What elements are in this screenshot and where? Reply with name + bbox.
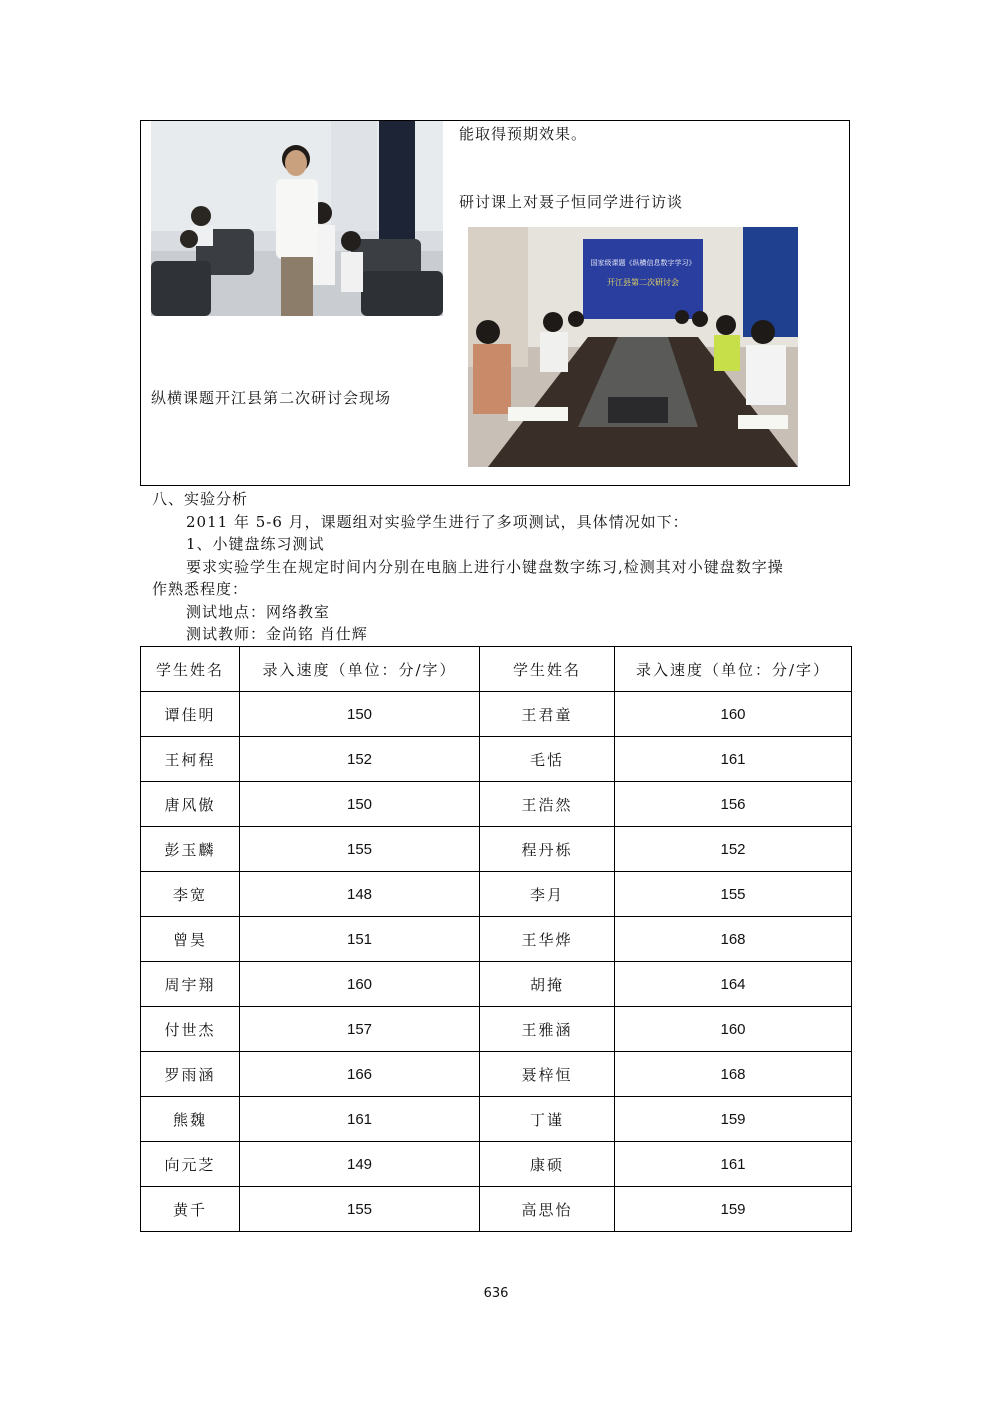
- table-row: [141, 782, 852, 827]
- subsection-title: 1、小键盘练习测试: [186, 535, 325, 553]
- student-name: 向元芝: [141, 1142, 240, 1187]
- typing-speed: 150: [240, 692, 480, 737]
- table-row: [141, 917, 852, 962]
- typing-speed: 150: [240, 782, 480, 827]
- typing-speed: 160: [615, 692, 852, 737]
- typing-speed: 161: [240, 1097, 480, 1142]
- student-name: 王雅涵: [480, 1007, 615, 1052]
- header-speed-1: 录入速度（单位：分/字）: [240, 647, 480, 692]
- typing-speed: 155: [240, 827, 480, 872]
- typing-speed: 161: [615, 1142, 852, 1187]
- student-name: 熊魏: [141, 1097, 240, 1142]
- table-row: [141, 872, 852, 917]
- typing-speed: 168: [615, 1052, 852, 1097]
- student-name: 黄千: [141, 1187, 240, 1232]
- table-row: [141, 737, 852, 782]
- caption-interview: 研讨课上对聂子恒同学进行访谈: [459, 193, 684, 211]
- paragraph-requirement: 要求实验学生在规定时间内分别在电脑上进行小键盘数字练习,检测其对小键盘数字操: [186, 558, 784, 576]
- typing-speed: 152: [240, 737, 480, 782]
- table-row: [141, 1097, 852, 1142]
- svg-text:国家级课题《纵横信息数字学习》: 国家级课题《纵横信息数字学习》: [590, 259, 696, 267]
- section-title: 八、实验分析: [152, 490, 249, 508]
- student-name: 高思怡: [480, 1187, 615, 1232]
- student-name: 彭玉麟: [141, 827, 240, 872]
- test-teachers: 测试教师：金尚铭 肖仕辉: [186, 625, 368, 643]
- paragraph-requirement-cont: 作熟悉程度：: [152, 580, 249, 598]
- page-number: 636: [483, 1286, 509, 1301]
- typing-speed: 155: [615, 872, 852, 917]
- student-name: 王华烨: [480, 917, 615, 962]
- student-name: 丁谨: [480, 1097, 615, 1142]
- meeting-photo: [468, 227, 798, 467]
- typing-speed: 161: [615, 737, 852, 782]
- student-name: 康硕: [480, 1142, 615, 1187]
- typing-speed: 156: [615, 782, 852, 827]
- table-row: [141, 1007, 852, 1052]
- typing-speed: 149: [240, 1142, 480, 1187]
- typing-speed: 160: [615, 1007, 852, 1052]
- classroom-photo: [151, 121, 443, 316]
- student-name: 王柯程: [141, 737, 240, 782]
- student-name: 毛恬: [480, 737, 615, 782]
- student-name: 付世杰: [141, 1007, 240, 1052]
- typing-speed-table: [140, 646, 852, 1232]
- typing-speed: 155: [240, 1187, 480, 1232]
- student-name: 李宽: [141, 872, 240, 917]
- student-name: 周宇翔: [141, 962, 240, 1007]
- photo-box: [140, 120, 850, 486]
- student-name: 罗雨涵: [141, 1052, 240, 1097]
- student-name: 谭佳明: [141, 692, 240, 737]
- header-name-2: 学生姓名: [480, 647, 615, 692]
- header-speed-2: 录入速度（单位：分/字）: [615, 647, 852, 692]
- typing-speed: 148: [240, 872, 480, 917]
- svg-text:开江县第二次研讨会: 开江县第二次研讨会: [607, 278, 679, 287]
- typing-speed: 168: [615, 917, 852, 962]
- student-name: 曾昊: [141, 917, 240, 962]
- student-name: 李月: [480, 872, 615, 917]
- table-row: [141, 1142, 852, 1187]
- header-name-1: 学生姓名: [141, 647, 240, 692]
- typing-speed: 160: [240, 962, 480, 1007]
- typing-speed: 159: [615, 1097, 852, 1142]
- typing-speed: 159: [615, 1187, 852, 1232]
- caption-continuation: 能取得预期效果。: [459, 125, 588, 143]
- student-name: 唐风傲: [141, 782, 240, 827]
- test-location: 测试地点：网络教室: [186, 603, 331, 621]
- student-name: 聂梓恒: [480, 1052, 615, 1097]
- caption-meeting: 纵横课题开江县第二次研讨会现场: [151, 389, 392, 407]
- table-row: [141, 1052, 852, 1097]
- student-name: 王君童: [480, 692, 615, 737]
- table-row: [141, 1187, 852, 1232]
- typing-speed: 152: [615, 827, 852, 872]
- table-row: [141, 827, 852, 872]
- table-row: [141, 692, 852, 737]
- typing-speed: 164: [615, 962, 852, 1007]
- table-header-row: [141, 647, 852, 692]
- student-name: 胡掩: [480, 962, 615, 1007]
- student-name: 王浩然: [480, 782, 615, 827]
- table-row: [141, 962, 852, 1007]
- paragraph-intro: 2011 年 5-6 月，课题组对实验学生进行了多项测试，具体情况如下：: [186, 513, 689, 531]
- typing-speed: 166: [240, 1052, 480, 1097]
- student-name: 程丹栎: [480, 827, 615, 872]
- typing-speed: 157: [240, 1007, 480, 1052]
- typing-speed: 151: [240, 917, 480, 962]
